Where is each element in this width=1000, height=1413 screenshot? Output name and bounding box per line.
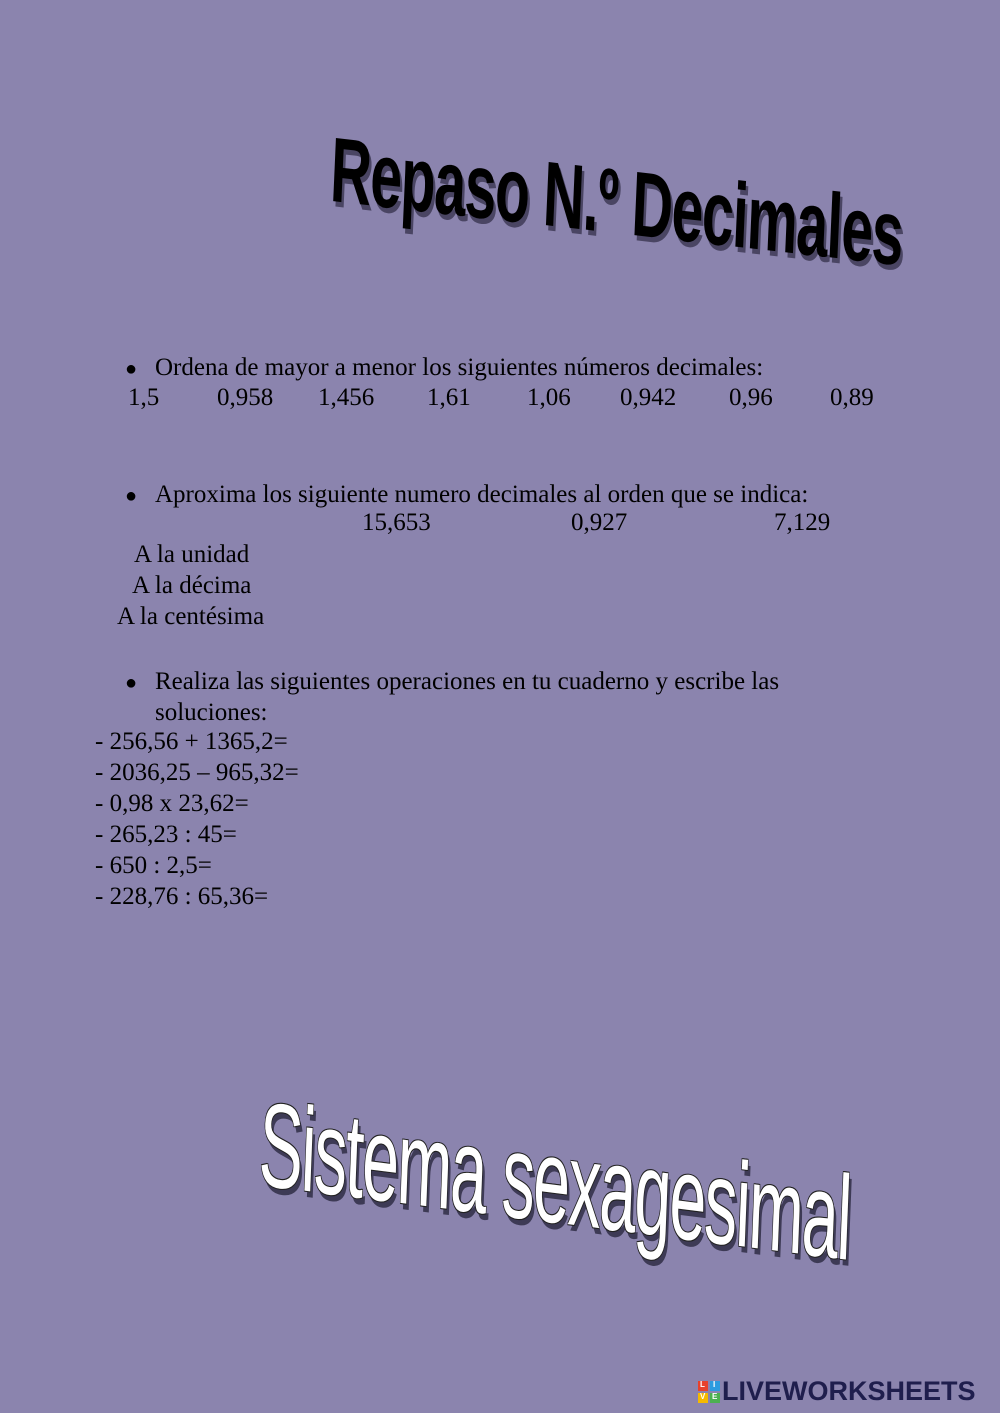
decimal-number: 0,96 <box>729 384 773 411</box>
logo-letter: E <box>712 1392 718 1401</box>
decimal-number: 1,456 <box>318 384 375 411</box>
round-number: 7,129 <box>774 509 831 536</box>
round-row-label: A la centésima <box>117 603 265 630</box>
instruction-operations-line2: soluciones: <box>155 699 268 726</box>
decimal-number: 0,89 <box>830 384 874 411</box>
logo-letter: V <box>700 1392 706 1401</box>
decimal-number: 1,06 <box>527 384 571 411</box>
decimal-number: 1,5 <box>128 384 160 411</box>
operation-item: - 650 : 2,5= <box>95 852 212 879</box>
round-row-label: A la unidad <box>134 541 250 568</box>
brand-name: LIVEWORKSHEETS <box>722 1376 976 1406</box>
bullet-icon: ● <box>125 485 138 507</box>
section-heading-sexagesimal: Sistema sexagesimal <box>256 1076 853 1286</box>
bullet-icon: ● <box>125 358 138 380</box>
decimal-number: 0,958 <box>217 384 274 411</box>
instruction-operations-line1: Realiza las siguientes operaciones en tu cuaderno y escribe las <box>155 668 780 695</box>
instruction-order-text: Ordena de mayor a menor los siguientes números decimales: <box>155 354 764 381</box>
instruction-order <box>125 352 763 385</box>
operation-item: - 2036,25 – 965,32= <box>95 759 299 786</box>
liveworksheets-logo <box>698 1381 722 1405</box>
page-title: Repaso N.º Decimales <box>328 118 905 286</box>
logo-letter: L <box>700 1380 705 1389</box>
operation-item: - 0,98 x 23,62= <box>95 790 249 817</box>
instruction-operations <box>125 666 779 699</box>
logo-letter: I <box>713 1380 716 1389</box>
instruction-round-text: Aproxima los siguiente numero decimales al orden que se indica: <box>155 481 809 508</box>
round-row-label: A la décima <box>132 572 252 599</box>
round-number: 15,653 <box>362 509 431 536</box>
operation-item: - 265,23 : 45= <box>95 821 237 848</box>
bullet-icon: ● <box>125 672 138 694</box>
round-number: 0,927 <box>571 509 628 536</box>
operation-item: - 228,76 : 65,36= <box>95 883 269 910</box>
decimal-number: 0,942 <box>620 384 677 411</box>
decimal-number: 1,61 <box>427 384 471 411</box>
operation-item: - 256,56 + 1365,2= <box>95 728 288 755</box>
instruction-round <box>125 479 808 512</box>
